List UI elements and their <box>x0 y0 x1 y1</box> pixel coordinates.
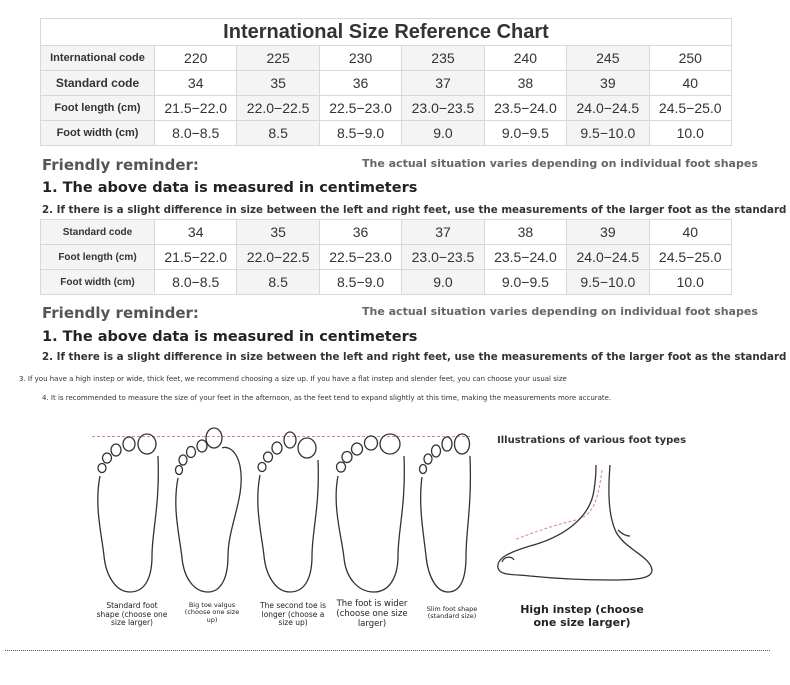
caption-standard-foot: Standard foot shape (choose one size larger) <box>96 601 168 628</box>
bottom-dotted-divider <box>5 650 770 651</box>
row-label: Standard code <box>41 220 155 245</box>
table-cell: 38 <box>484 71 566 96</box>
reminder-heading-2: Friendly reminder: <box>42 304 199 322</box>
table-cell: 9.5−10.0 <box>567 121 649 146</box>
reminder2-line-1: 1. The above data is measured in centimeters <box>42 329 418 345</box>
table-cell: 24.0−24.5 <box>567 96 649 121</box>
reminder-line-1: 1. The above data is measured in centimeters <box>42 180 418 196</box>
table-cell: 35 <box>237 71 319 96</box>
table-cell: 8.5 <box>237 121 319 146</box>
table-cell: 23.5−24.0 <box>484 245 566 270</box>
table-row <box>41 121 732 146</box>
table-row <box>41 46 732 71</box>
table-cell: 40 <box>649 220 731 245</box>
size-table-standard <box>40 219 732 295</box>
caption-second-toe: The second toe is longer (choose a size up) <box>260 601 326 628</box>
table-cell: 21.5−22.0 <box>155 96 237 121</box>
table-cell: 23.5−24.0 <box>484 96 566 121</box>
table-cell: 38 <box>484 220 566 245</box>
table-cell: 34 <box>155 71 237 96</box>
table-cell: 40 <box>649 71 731 96</box>
row-label: Standard code <box>41 71 155 96</box>
row-label: International code <box>41 46 155 71</box>
illustrations-title: Illustrations of various foot types <box>497 435 687 446</box>
table-cell: 24.0−24.5 <box>567 245 649 270</box>
table-cell: 22.5−23.0 <box>319 245 401 270</box>
caption-big-toe-valgus: Big toe valgus (choose one size up) <box>184 601 240 624</box>
table-cell: 10.0 <box>649 270 731 295</box>
table-cell: 8.5 <box>237 270 319 295</box>
table-cell: 9.0−9.5 <box>484 270 566 295</box>
reminder2-line-3: 3. If you have a high instep or wide, thick feet, we recommend choosing a size up. If you have a flat instep and slender feet, you can choose your usual size <box>19 375 567 383</box>
reminder2-line-4: 4. It is recommended to measure the size of your feet in the afternoon, as the feet tend to expand slightly at this time, making the measurements more accurate. <box>42 394 612 402</box>
table-cell: 24.5−25.0 <box>649 245 731 270</box>
reminder-line-2: 2. If there is a slight difference in size between the left and right feet, use the measurements of the larger foot as the standard <box>42 204 787 216</box>
table-cell: 23.0−23.5 <box>402 96 484 121</box>
caption-slim-foot: Slim foot shape (standard size) <box>426 605 478 621</box>
table-row <box>41 245 732 270</box>
table-cell: 34 <box>155 220 237 245</box>
caption-wide-foot: The foot is wider (choose one size larger) <box>336 599 408 629</box>
row-label: Foot width (cm) <box>41 121 155 146</box>
table-cell: 23.0−23.5 <box>402 245 484 270</box>
table-cell: 8.5−9.0 <box>319 270 401 295</box>
slim-foot-icon <box>420 434 471 592</box>
table-cell: 9.0−9.5 <box>484 121 566 146</box>
table-row <box>41 96 732 121</box>
high-instep-foot-icon <box>490 460 670 590</box>
reminder2-line-2: 2. If there is a slight difference in size between the left and right feet, use the measurements of the larger foot as the standard <box>42 351 787 363</box>
table-cell: 21.5−22.0 <box>155 245 237 270</box>
table-cell: 39 <box>567 71 649 96</box>
table-cell: 39 <box>567 220 649 245</box>
table-cell: 8.5−9.0 <box>319 121 401 146</box>
table-cell: 8.0−8.5 <box>155 121 237 146</box>
table-cell: 9.0 <box>402 121 484 146</box>
table-row <box>41 220 732 245</box>
size-table-international <box>40 18 732 146</box>
big-toe-valgus-foot-icon <box>176 428 242 592</box>
table-cell: 37 <box>402 220 484 245</box>
table-cell: 9.5−10.0 <box>567 270 649 295</box>
table-cell: 225 <box>237 46 319 71</box>
foot-outlines <box>90 426 490 598</box>
table-cell: 36 <box>319 71 401 96</box>
table-cell: 37 <box>402 71 484 96</box>
caption-high-instep: High instep (choose one size larger) <box>520 603 644 630</box>
table-cell: 250 <box>649 46 731 71</box>
reminder-note-2: The actual situation varies depending on individual foot shapes <box>362 305 758 318</box>
table-row <box>41 71 732 96</box>
table-cell: 22.0−22.5 <box>237 245 319 270</box>
table-cell: 230 <box>319 46 401 71</box>
table-cell: 9.0 <box>402 270 484 295</box>
table-cell: 245 <box>567 46 649 71</box>
table-cell: 22.5−23.0 <box>319 96 401 121</box>
chart-title: International Size Reference Chart <box>41 19 732 46</box>
table-cell: 36 <box>319 220 401 245</box>
table-cell: 24.5−25.0 <box>649 96 731 121</box>
table-cell: 235 <box>402 46 484 71</box>
second-toe-longer-foot-icon <box>258 432 319 592</box>
row-label: Foot width (cm) <box>41 270 155 295</box>
table-row <box>41 270 732 295</box>
row-label: Foot length (cm) <box>41 96 155 121</box>
reminder-heading: Friendly reminder: <box>42 156 199 174</box>
row-label: Foot length (cm) <box>41 245 155 270</box>
table-cell: 22.0−22.5 <box>237 96 319 121</box>
table-cell: 35 <box>237 220 319 245</box>
table-cell: 10.0 <box>649 121 731 146</box>
wide-foot-icon <box>336 434 404 592</box>
table-cell: 220 <box>155 46 237 71</box>
standard-foot-icon <box>98 434 159 592</box>
reminder-note: The actual situation varies depending on individual foot shapes <box>362 157 758 170</box>
table-cell: 240 <box>484 46 566 71</box>
table-cell: 8.0−8.5 <box>155 270 237 295</box>
